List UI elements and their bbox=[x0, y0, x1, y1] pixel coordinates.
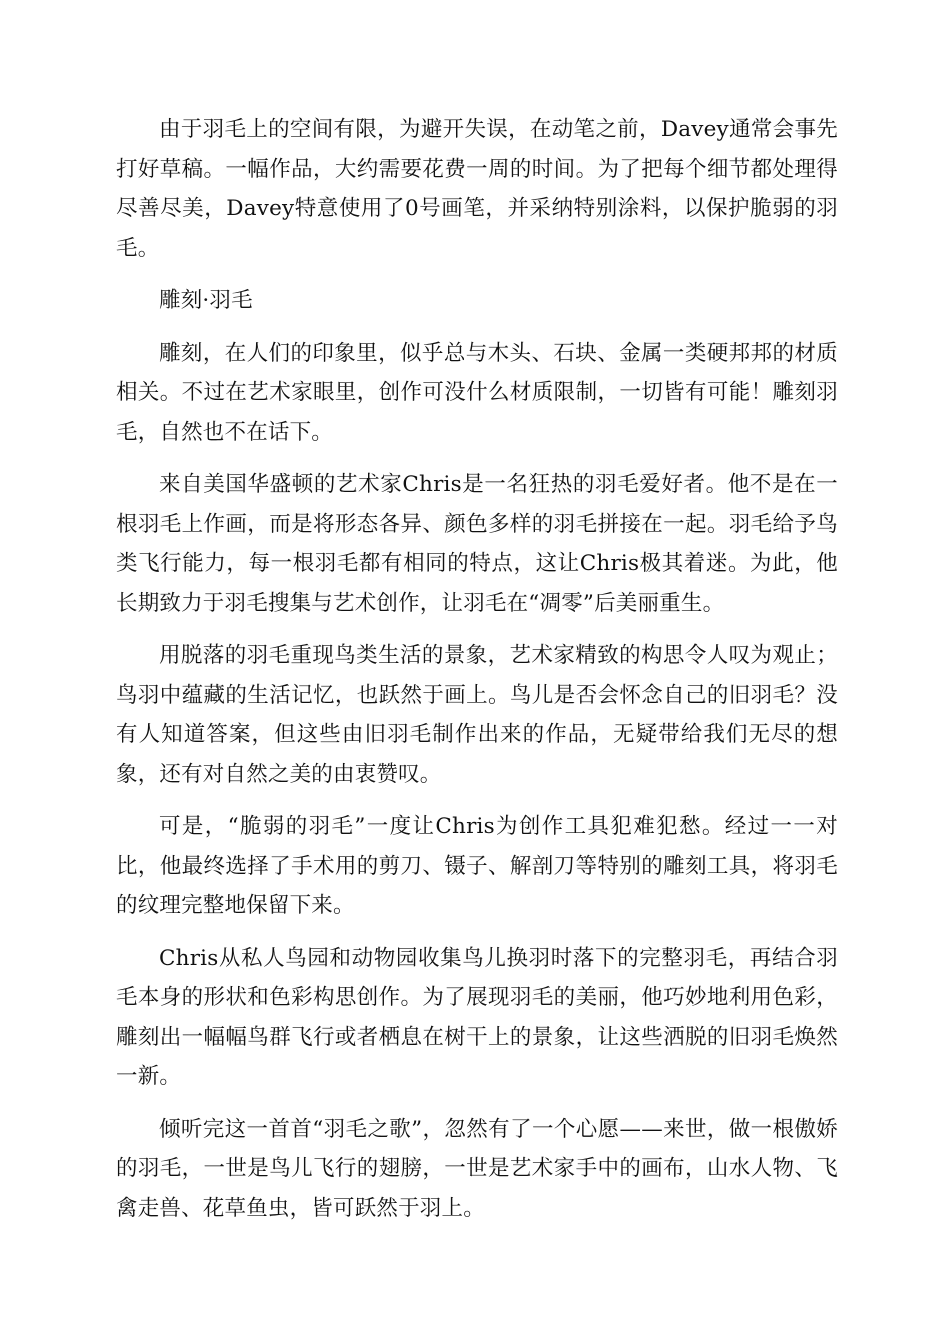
paragraph-closing-wish: 倾听完这一首首“羽毛之歌”，忽然有了一个心愿——来世，做一根傲娇的羽毛，一世是鸟儿飞行的翅膀，一世是艺术家手中的画布，山水人物、飞禽走兽、花草鱼虫，皆可跃然于羽上。 bbox=[116, 1116, 838, 1221]
document-page bbox=[116, 110, 838, 1241]
paragraph-feather-collection: Chris从私人鸟园和动物园收集鸟儿换羽时落下的完整羽毛，再结合羽毛本身的形状和色彩构思创作。为了展现羽毛的美丽，他巧妙地利用色彩，雕刻出一幅幅鸟群飞行或者栖息在树干上的景象，让这些洒脱的旧羽毛焕然一新。 bbox=[116, 945, 838, 1089]
paragraph-chris-intro: 来自美国华盛顿的艺术家Chris是一名狂热的羽毛爱好者。他不是在一根羽毛上作画，而是将形态各异、颜色多样的羽毛拼接在一起。羽毛给予鸟类飞行能力，每一根羽毛都有相同的特点，这让Chris极其着迷。为此，他长期致力于羽毛搜集与艺术创作，让羽毛在“凋零”后美丽重生。 bbox=[116, 472, 838, 616]
section-heading-carving-feathers: 雕刻·羽毛 bbox=[159, 288, 253, 313]
paragraph-carving-intro: 雕刻，在人们的印象里，似乎总与木头、石块、金属一类硬邦邦的材质相关。不过在艺术家眼里，创作可没什么材质限制，一切皆有可能！雕刻羽毛，自然也不在话下。 bbox=[116, 340, 838, 445]
paragraph-bird-scenes: 用脱落的羽毛重现鸟类生活的景象，艺术家精致的构思令人叹为观止；鸟羽中蕴藏的生活记忆，也跃然于画上。鸟儿是否会怀念自己的旧羽毛？没有人知道答案，但这些由旧羽毛制作出来的作品，无疑带给我们无尽的想象，还有对自然之美的由衷赞叹。 bbox=[116, 643, 838, 787]
paragraph-carving-tools: 可是，“脆弱的羽毛”一度让Chris为创作工具犯难犯愁。经过一一对比，他最终选择了手术用的剪刀、镊子、解剖刀等特别的雕刻工具，将羽毛的纹理完整地保留下来。 bbox=[116, 814, 838, 918]
paragraph-davey-drafting: 由于羽毛上的空间有限，为避开失误，在动笔之前，Davey通常会事先打好草稿。一幅作品，大约需要花费一周的时间。为了把每个细节都处理得尽善尽美，Davey特意使用了0号画笔，并采纳特别涂料，以保护脆弱的羽毛。 bbox=[116, 117, 838, 261]
